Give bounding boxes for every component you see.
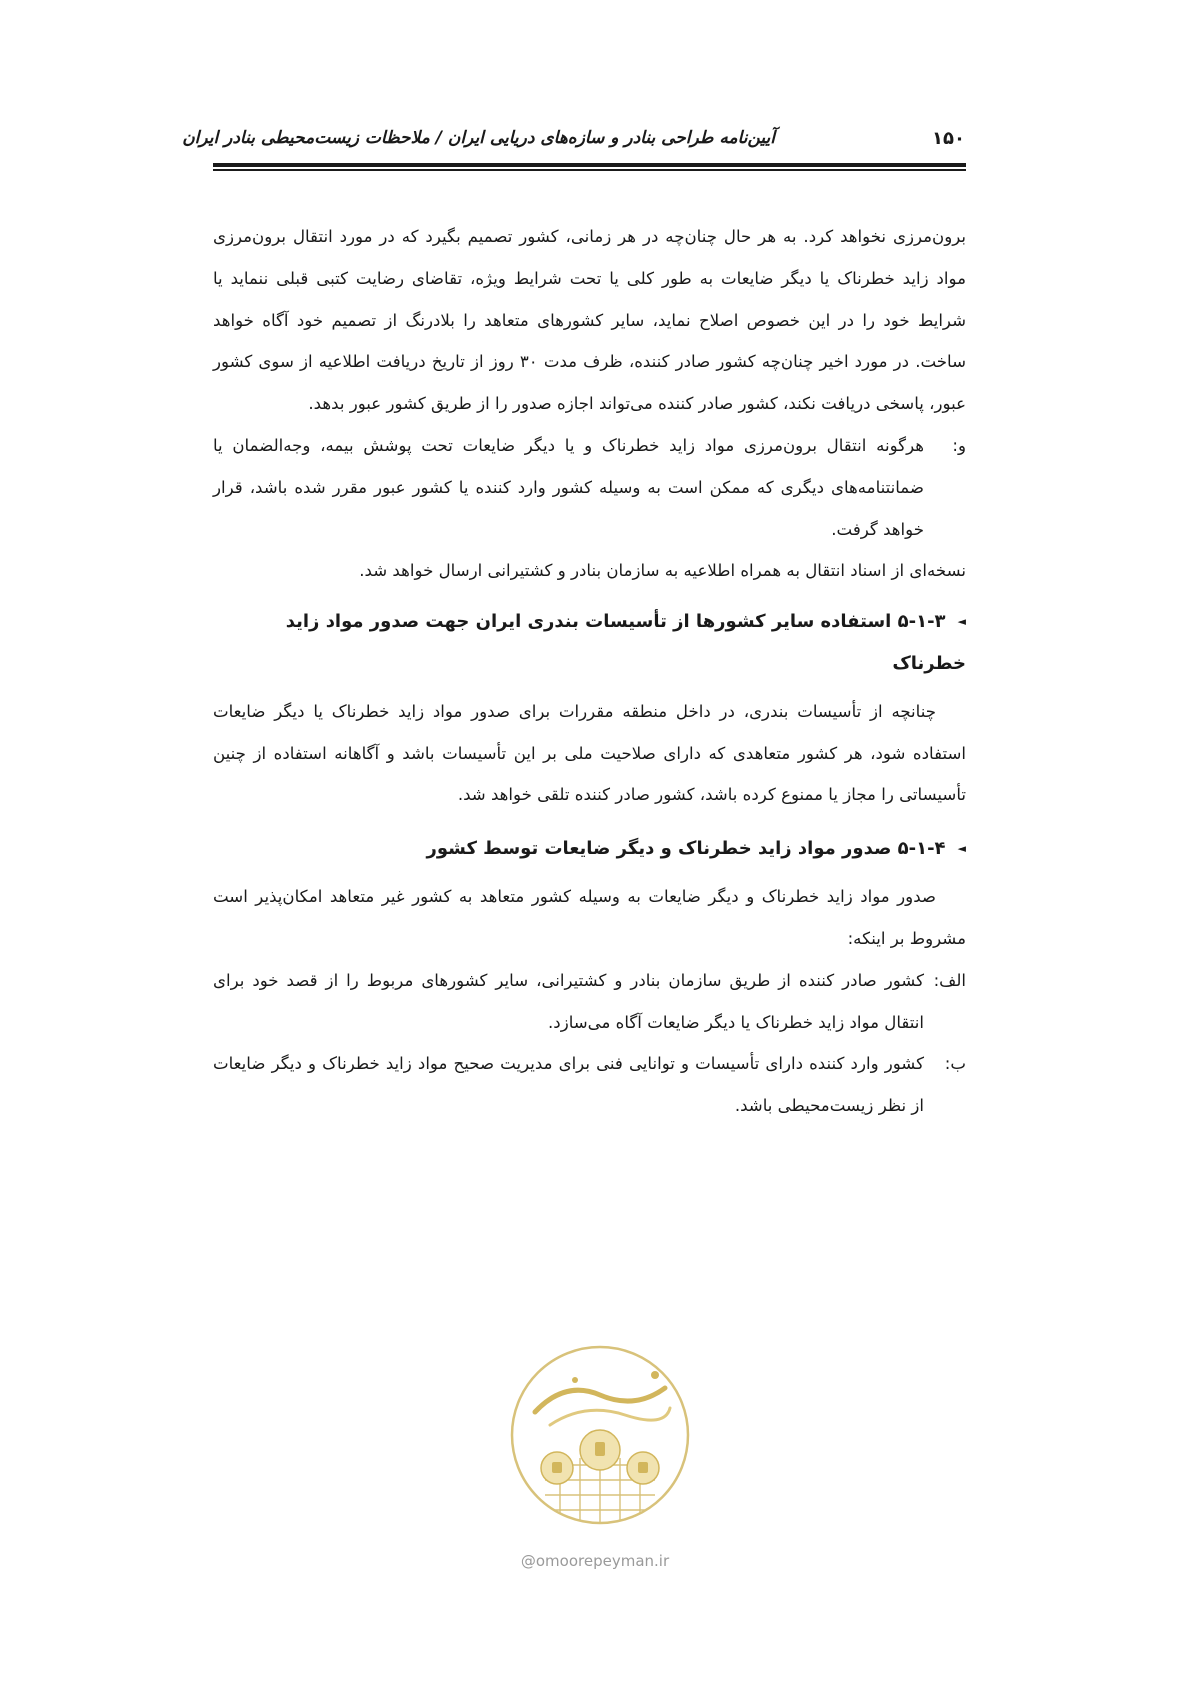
running-header-title: آیین‌نامه طراحی بنادر و سازه‌های دریایی ایران / ملاحظات زیست‌محیطی بنادر ایران bbox=[182, 128, 775, 148]
note-paragraph: نسخه‌ای از اسناد انتقال به همراه اطلاعیه به سازمان بنادر و کشتیرانی ارسال خواهد شد. bbox=[359, 561, 966, 581]
section-heading-text: ۵-۱-۳ استفاده سایر کشورها از تأسیسات بندری ایران جهت صدور مواد زاید خطرناک bbox=[285, 611, 966, 675]
list-item-text: هرگونه انتقال برون‌مرزی مواد زاید خطرناک و یا دیگر ضایعات تحت پوشش بیمه، وجه‌الضمان یا ضمانتنامه‌های دیگری که ممکن است به وسیله کشور وارد کننده یا کشور عبور مقرر شده باشد، قرار خواهد گرفت. bbox=[213, 435, 924, 539]
section-5-1-4-paragraph: صدور مواد زاید خطرناک و دیگر ضایعات به وسیله کشور متعاهد به کشور غیر متعاهد امکان‌پذیر است مشروط بر اینکه: bbox=[213, 887, 966, 948]
list-item-alef bbox=[213, 960, 966, 1044]
list-marker: ب: bbox=[944, 1054, 966, 1074]
list-item-be bbox=[213, 1043, 966, 1127]
page-body bbox=[213, 216, 966, 1127]
header-rule-thick bbox=[213, 163, 966, 167]
page-number: ۱۵۰ bbox=[932, 128, 965, 149]
list-marker: الف: bbox=[933, 970, 966, 990]
intro-paragraph: برون‌مرزی نخواهد کرد. به هر حال چنان‌چه در هر زمانی، کشور تصمیم بگیرد که در مورد انتقال برون‌مرزی مواد زاید خطرناک یا دیگر ضایعات به طور کلی یا تحت شرایط ویژه، تقاضای رضایت کتبی قبلی ننماید یا شرایط خود را در این خصوص اصلاح نماید، سایر کشورهای متعاهد را بلادرنگ از تصمیم خود آگاه خواهد ساخت. در مورد اخیر چنان‌چه کشور صادر کننده، ظرف مدت ۳۰ روز از تاریخ دریافت اطلاعیه از سوی کشور عبور، پاسخی دریافت نکند، کشور صادر کننده می‌تواند اجازه صدور را از طریق کشور عبور بدهد. bbox=[213, 227, 966, 414]
omoorepeyman-logo bbox=[505, 1340, 695, 1530]
list-item-text: کشور صادر کننده از طریق سازمان بنادر و کشتیرانی، سایر کشورهای مربوط را از قصد خود برای انتقال مواد زاید خطرناک یا دیگر ضایعات آگاه می‌سازد. bbox=[213, 970, 924, 1032]
section-heading-5-1-4 bbox=[213, 828, 966, 870]
section-arrow-icon: ◄ bbox=[957, 842, 966, 856]
header-rule-thin bbox=[213, 169, 966, 171]
list-item-text: کشور وارد کننده دارای تأسیسات و توانایی فنی برای مدیریت صحیح مواد زاید خطرناک و دیگر ضایعات از نظر زیست‌محیطی باشد. bbox=[213, 1054, 924, 1116]
section-arrow-icon: ◄ bbox=[957, 615, 966, 629]
section-heading-5-1-3 bbox=[213, 601, 966, 685]
list-item-vav bbox=[213, 425, 966, 550]
at-icon: @ bbox=[520, 1552, 536, 1570]
section-heading-text: ۵-۱-۴ صدور مواد زاید خطرناک و دیگر ضایعات توسط کشور bbox=[426, 838, 946, 860]
list-marker: و: bbox=[952, 435, 966, 455]
section-5-1-3-paragraph: چنانچه از تأسیسات بندری، در داخل منطقه مقررات برای صدور مواد زاید خطرناک یا دیگر ضایعات استفاده شود، هر کشور متعاهدی که دارای صلاحیت ملی بر این تأسیسات باشد و آگاهانه استفاده از چنین تأسیساتی را مجاز یا ممنوع کرده باشد، کشور صادر کننده تلقی خواهد شد. bbox=[213, 701, 966, 805]
watermark-website-text: omoorepeyman.ir bbox=[535, 1552, 670, 1570]
watermark-website bbox=[440, 1552, 750, 1570]
